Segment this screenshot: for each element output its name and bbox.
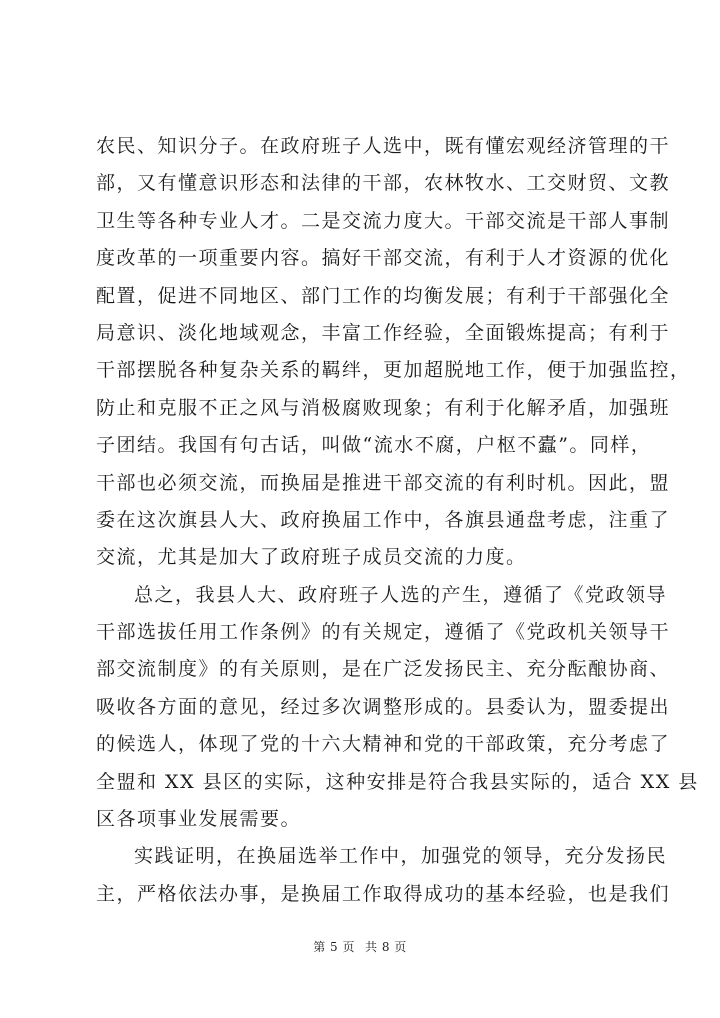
page-footer [0, 938, 720, 955]
text-line: 干部选拔任用工作条例》的有关规定，遵循了《党政机关领导干 [96, 621, 671, 644]
text-line: 农民、知识分子。在政府班子人选中，既有懂宏观经济管理的干 [96, 135, 671, 157]
text-line: 交流，尤其是加大了政府班子成员交流的力度。 [96, 546, 527, 569]
text-line: 部，又有懂意识形态和法律的干部，农林牧水、工交财贸、文教 [96, 172, 671, 195]
text-line: 委在这次旗县人大、政府换届工作中，各旗县通盘考虑，注重了 [96, 508, 671, 531]
page-number: 第 5 页 [313, 940, 355, 954]
text-line: 区各项事业发展需要。 [96, 808, 302, 831]
text-line: 防止和克服不正之风与消极腐败现象；有利于化解矛盾，加强班 [96, 396, 671, 419]
text-line: 干部也必须交流，而换届是推进干部交流的有利时机。因此，盟 [96, 471, 671, 494]
text-line: 主，严格依法办事，是换届工作取得成功的基本经验，也是我们 [96, 882, 671, 905]
body-text [96, 128, 699, 913]
text-line: 干部摆脱各种复杂关系的羁绊，更加超脱地工作，便于加强监控， [96, 359, 691, 382]
paragraph-start-line: 实践证明，在换届选举工作中，加强党的领导，充分发扬民 [134, 845, 668, 868]
text-line: 全盟和 XX 县区的实际，这种安排是符合我县实际的，适合 XX 县 [96, 770, 699, 793]
text-line: 卫生等各种专业人才。二是交流力度大。干部交流是干部人事制 [96, 209, 671, 232]
page-total: 共 8 页 [365, 940, 407, 954]
text-line: 吸收各方面的意见，经过多次调整形成的。县委认为，盟委提出 [96, 695, 671, 718]
text-line: 配置，促进不同地区、部门工作的均衡发展；有利于干部强化全 [96, 284, 671, 307]
text-line: 部交流制度》的有关原则，是在广泛发扬民主、充分酝酿协商、 [96, 658, 671, 681]
text-line: 局意识、淡化地域观念，丰富工作经验，全面锻炼提高；有利于 [96, 321, 671, 344]
text-line: 度改革的一项重要内容。搞好干部交流，有利于人才资源的优化 [96, 247, 671, 270]
text-line: 的候选人，体现了党的十六大精神和党的干部政策，充分考虑了 [96, 733, 671, 756]
text-line: 子团结。我国有句古话，叫做“流水不腐，户枢不蠹”。同样， [96, 434, 652, 457]
paragraph-start-line: 总之，我县人大、政府班子人选的产生，遵循了《党政领导 [134, 583, 668, 606]
